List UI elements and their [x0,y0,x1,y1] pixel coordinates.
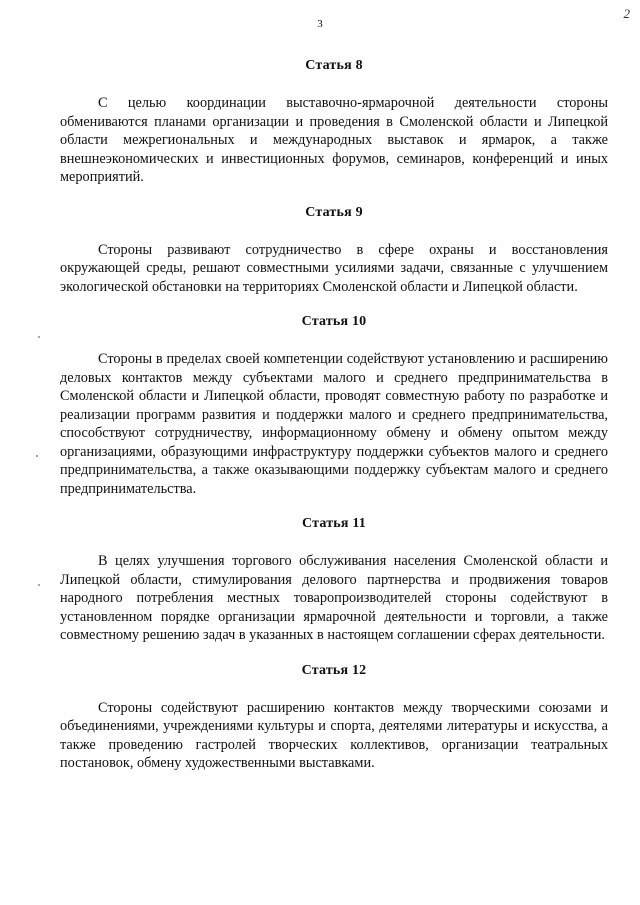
document-body [60,58,608,791]
article-title: Статья 11 [302,516,366,531]
article-title: Статья 10 [301,314,367,329]
article-paragraph: В целях улучшения торгового обслуживания населения Смоленской области и Липецкой области, стимулирования делового партнерства и продвижения товаров народного потребления местных товаропроизводителей стороны содействуют в установленном порядке организации ярмарочной деятельности и торговли, а также совместному решению задач в указанных в настоящем соглашении сферах деятельности. [60,553,608,643]
article-12 [60,663,608,773]
article-11 [60,516,608,645]
article-title: Статья 9 [305,204,363,220]
article-paragraph: Стороны развивают сотрудничество в сфере охраны и восстановления окружающей среды, решают совместными усилиями задачи, связанные с улучшением экологической обстановки на территориях Смоленской области и Липецкой области. [60,241,608,295]
page-number: 3 [317,18,323,30]
article-paragraph: Стороны в пределах своей компетенции содействуют установлению и расширению деловых контактов между субъектами малого и среднего предпринимательства в Смоленской области и Липецкой области, проводят совместную работу по разработке и реализации программ развития и поддержки малого и среднего предпринимательства, способствуют сотрудничеству, информационному обмену и обмену опытом между организациями, образующими инфраструктуру поддержки субъектов малого и среднего предпринимательства, а также оказывающими поддержку субъектам малого и среднего предпринимательства. [60,351,608,497]
handwritten-page-mark: 2 [623,6,630,21]
article-paragraph: С целью координации выставочно-ярмарочной деятельности стороны обмениваются планами организации и проведения в Смоленской области и Липецкой области межрегиональных и международных выставок и ярмарок, а также внешнеэкономических и инвестиционных форумов, семинаров, конференций и иных мероприятий. [60,95,608,185]
article-9 [60,205,608,297]
article-title: Статья 12 [301,662,367,678]
article-10 [60,314,608,498]
article-paragraph: Стороны содействуют расширению контактов между творческими союзами и объединениями, учреждениями культуры и спорта, деятелями литературы и искусства, а также проведению гастролей творческих коллективов, организации театральных постановок, обмену художественными выставками. [60,699,608,771]
scan-speck [38,336,40,338]
scan-speck [38,584,40,586]
scan-speck [36,455,38,457]
article-title: Статья 8 [305,58,363,73]
article-8 [60,58,608,187]
